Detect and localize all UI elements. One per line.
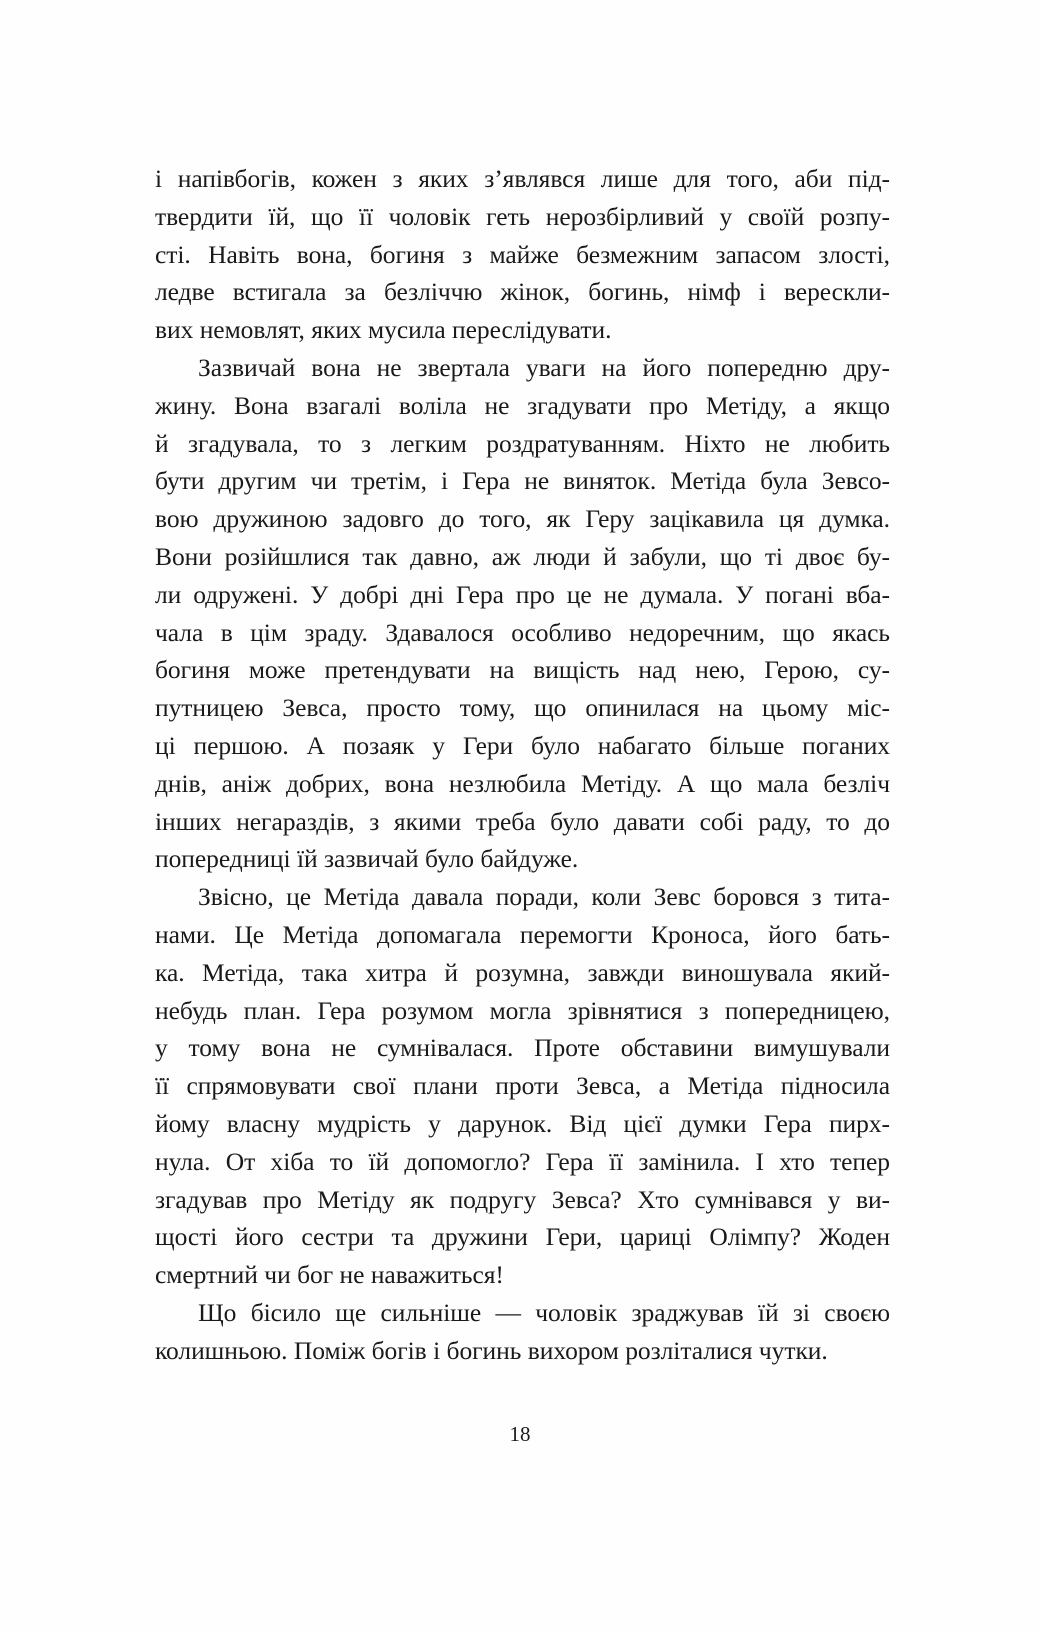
text-line: щості його сестри та дружини Гери, цариці Олімпу? Жоден [155, 1222, 890, 1252]
text-line: днів, аніж добрих, вона незлюбила Метіду. А що мала безліч [155, 768, 890, 798]
text-line: твердити їй, що її чоловік геть нерозбірливий у своїй розпу- [155, 201, 890, 231]
text-line: попередниці їй зазвичай було байдуже. [155, 844, 579, 874]
text-line: сті. Навіть вона, богиня з майже безмежним запасом злості, [155, 239, 890, 269]
paragraph [155, 1294, 890, 1370]
paragraph [155, 878, 890, 1294]
text-line: ка. Метіда, така хитра й розумна, завжди виношувала який- [155, 957, 890, 987]
text-line: бути другим чи третім, і Гера не виняток. Метіда була Зевсо- [155, 466, 890, 496]
text-line: смертний чи бог не наважиться! [155, 1260, 504, 1290]
paragraph [155, 160, 890, 349]
text-line: її спрямовувати свої плани проти Зевса, а Метіда підносила [155, 1071, 890, 1101]
text-line: вих немовлят, яких мусила переслідувати. [155, 315, 612, 345]
page-number: 18 [509, 1422, 531, 1446]
text-line: Зазвичай вона не звертала уваги на його попередню дру- [198, 352, 890, 382]
text-line: йому власну мудрість у дарунок. Від цієї думки Гера пирх- [155, 1108, 890, 1138]
page-text-block [155, 160, 890, 1370]
text-line: небудь план. Гера розумом могла зрівнятися з попередницею, [155, 995, 890, 1025]
text-line: інших негараздів, з якими треба було давати собі раду, то до [155, 806, 890, 836]
text-line: ли одружені. У добрі дні Гера про це не думала. У погані вба- [155, 579, 890, 609]
text-line: нами. Це Метіда допомагала перемогти Кроноса, його бать- [155, 919, 890, 949]
text-line: Що бісило ще сильніше — чоловік зраджував їй зі своєю [198, 1297, 890, 1327]
text-line: чала в цім зраду. Здавалося особливо недоречним, що якась [155, 617, 890, 647]
text-line: колишньою. Поміж богів і богинь вихором розліталися чутки. [155, 1335, 828, 1365]
text-line: жину. Вона взагалі воліла не згадувати про Метіду, а якщо [155, 390, 890, 420]
text-line: вою дружиною задовго до того, як Геру зацікавила ця думка. [155, 504, 890, 534]
text-line: ці першою. А позаяк у Гери було набагато більше поганих [155, 730, 890, 760]
text-line: і напівбогів, кожен з яких з’являвся лише для того, аби під- [155, 164, 890, 193]
text-line: ледве встигала за безліччю жінок, богинь, німф і верескли- [155, 277, 890, 307]
text-line: Вони розійшлися так давно, аж люди й забули, що ті двоє бу- [155, 541, 890, 571]
text-line: й згадувала, то з легким роздратуванням. Ніхто не любить [155, 428, 890, 458]
text-line: Звісно, це Метіда давала поради, коли Зевс боровся з тита- [198, 882, 890, 912]
text-line: богиня може претендувати на вищість над нею, Герою, су- [155, 655, 890, 685]
text-line: нула. От хіба то їй допомогло? Гера її замінила. І хто тепер [155, 1146, 890, 1176]
text-line: путницею Зевса, просто тому, що опинилася на цьому міс- [155, 693, 890, 723]
text-line: у тому вона не сумнівалася. Проте обставини вимушували [155, 1033, 890, 1063]
paragraph [155, 349, 890, 878]
text-line: згадував про Метіду як подругу Зевса? Хто сумнівався у ви- [155, 1184, 890, 1214]
